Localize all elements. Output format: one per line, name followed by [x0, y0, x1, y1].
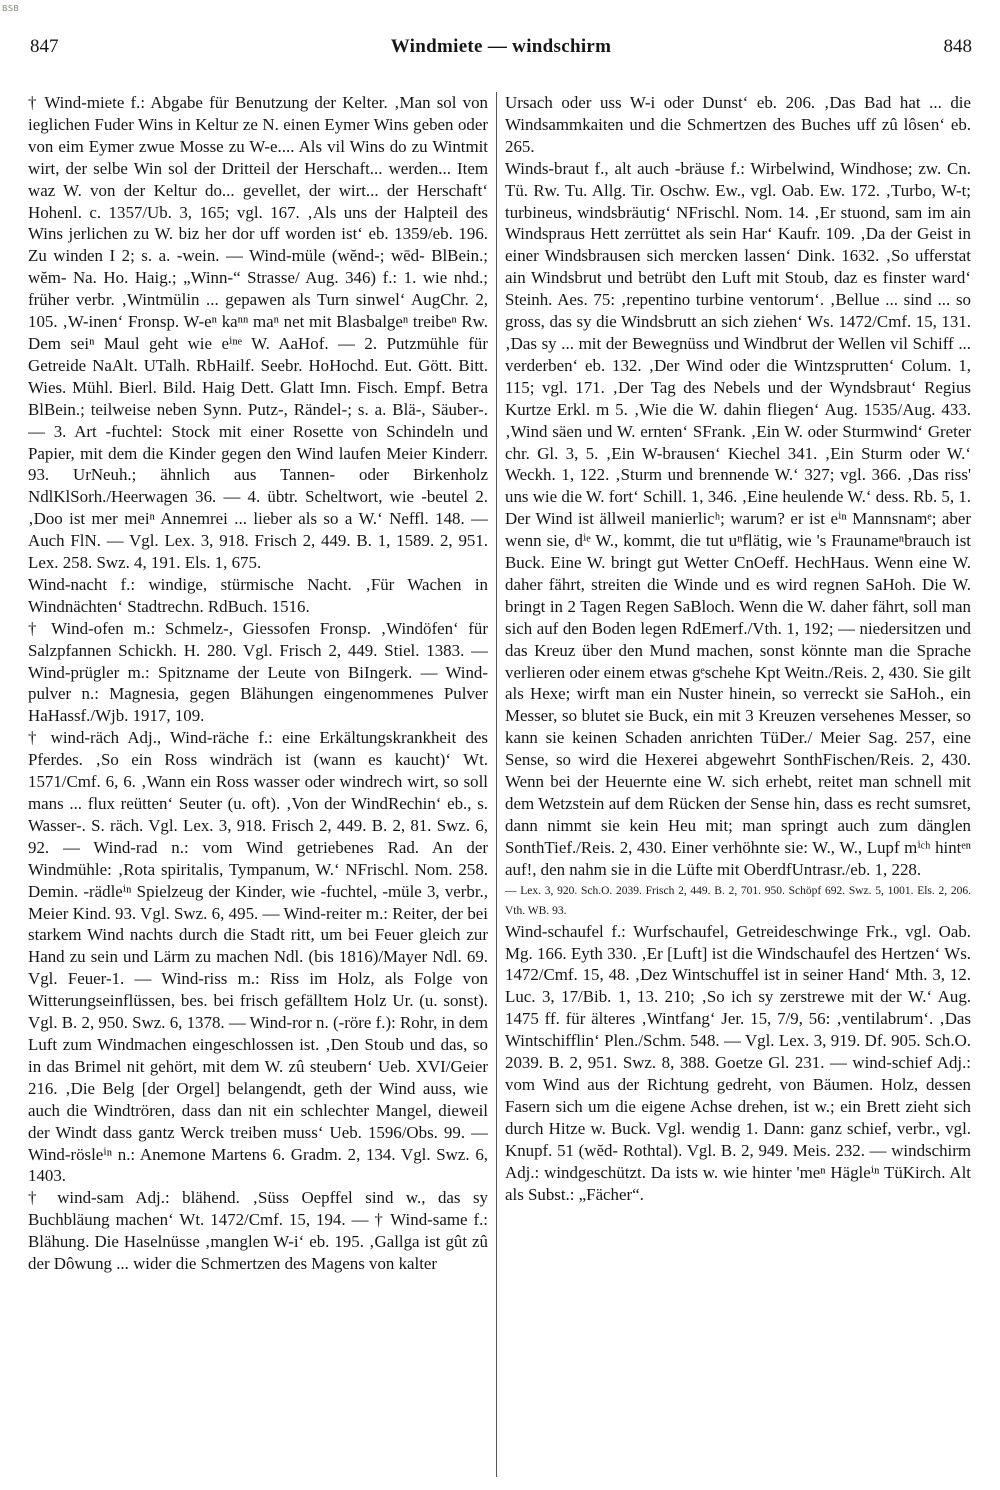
entry-references: — Lex. 3, 920. Sch.O. 2039. Frisch 2, 449. B. 2, 701. 950. Schöpf 692. Swz. 5, 1001. Els. 2, 206. Vth. WB. 93.	[505, 884, 971, 917]
right-column	[505, 92, 971, 1482]
page-number-right: 848	[943, 36, 972, 57]
entry-windofen: † Wind-ofen m.: Schmelz-, Giessofen Fronsp. ‚Windöfen‘ für Salzpfannen Schickh. H. 280. Vgl. Frisch 2, 449. Stiel. 1383. — Wind-prügler m.: Spitzname der Leute von BiIngerk. — Wind-pulver n.: Magnesia, gegen Blähungen eingenommenes Pulver HaHassf./Wjb. 1917, 109.	[28, 618, 488, 726]
entry-windraech: † wind-räch Adj., Wind-räche f.: eine Erkältungskrankheit des Pferdes. ‚So ein Ross windräch ist (wann es kaucht)‘ Wt. 1571/Cmf. 6, 6. ‚Wann ein Ross wasser oder windrech wirt, so soll mans ... flux reütten‘ Seuter (u. oft). ‚Von der WindRechin‘ eb., s. Wasser-. S. räch. Vgl. Lex. 3, 918. Frisch 2, 449. B. 2, 81. Swz. 6, 92. — Wind-rad n.: vom Wind getriebenes Rad. An der Windmühle: ‚Rota spiritalis, Tympanum, W.‘ NFrischl. Nom. 258. Demin. -rädleⁱⁿ Spielzeug der Kinder, wie -fuchtel, -müle 3, verbr., Meier Kind. 93. Vgl. Swz. 6, 495. — Wind-reiter m.: Reiter, der bei starkem Wind nachts durch die Stadt ritt, um bei Feuer gleich zur Hand zu sein und Lärm zu machen Ndl. (bis 1816)/Mayer Ndl. 69. Vgl. Feuer-1. — Wind-riss m.: Riss im Holz, als Folge von Witterungseinflüssen, bes. bei frisch gefälltem Holz Ur. (u. sonst). Vgl. B. 2, 950. Swz. 6, 1378. — Wind-ror n. (-röre f.): Rohr, in dem Luft zum Windmachen eingeschlossen ist. ‚Den Stoub und das, so in das Brimel nit gehört, mit dem W. zû steubern‘ Ueb. XVI/Geier 216. ‚Die Belg [der Orgel] belangendt, geth der Wind auss, wie auch die Windtrören, dass dan nit ein schlechter Mangel, dieweil der Windt dass gantz Werck treiben muss‘ Ueb. 1596/Obs. 99. — Wind-rösleⁱⁿ n.: Anemone Martens 6. Gradm. 2, 134. Vgl. Swz. 6, 1403.	[28, 728, 488, 1186]
running-title: Windmiete — windschirm	[390, 36, 612, 57]
left-column	[28, 92, 488, 1482]
page-header	[30, 36, 972, 66]
page-number-left: 847	[30, 36, 59, 57]
entry-windmiete: † Wind-miete f.: Abgabe für Benutzung der Kelter. ‚Man sol von ieglichen Fuder Wins in Keltur ze N. einen Eymer Wins geben oder von eim Eymer zwue Mosse zu W-e.... Als vil Wins do zu Wintmit wirt, der selbe Win sol der Dritteil der Herschaft... werden... Item waz W. von der Keltur do... gevellet, der wirt... der Herschaft‘ Hohenl. c. 1357/Ub. 3, 165; vgl. 167. ‚Als uns der Halpteil des Wins jerlichen zu W. biz her dor uff worden ist‘ eb. 1359/eb. 196. Zu winden I 2; s. a. -wein. — Wind-müle (wĕnd-; wēd- BlBein.; wĕm- Na. Ho. Haig.; „Winn-“ Strasse/ Aug. 346) f.: 1. wie nhd.; früher verbr. ‚Wintmülin ... gepawen als Turn sinwel‘ AugChr. 2, 105. ‚W-inen‘ Fronsp. W-eⁿ kaⁿⁿ maⁿ net mit Blasbalgeⁿ treibeⁿ Rw. Dem seiⁿ Maul geht wie eⁱⁿᵉ W. AaHof. — 2. Putzmühle für Getreide NaAlt. UTalh. RbHailf. Seebr. HoHochd. Eut. Gött. Bitt. Wies. Mühl. Bierl. Bild. Haig Dett. Glatt Imn. Fisch. Empf. Betra BlBein.; teilweise neben Synn. Putz-, Rändel-; s. a. Blä-, Säuber-. — 3. Art -fuchtel: Stock mit einer Rosette von Schindeln und Papier, mit dem die Kinder gegen den Wind laufen Meier Kinderr. 93. UrNeuh.; ähnlich aus Tannen- oder Birkenholz NdlKlSorh./Heerwagen 36. — 4. übtr. Scheltwort, wie -beutel 2. ‚Doo ist mer meiⁿ Annemrei ... lieber als so a W.‘ Neffl. 148. — Auch FlN. — Vgl. Lex. 3, 918. Frisch 2, 449. B. 1, 1589. 2, 951. Lex. 258. Swz. 4, 191. Els. 1, 675.	[28, 93, 488, 573]
column-divider	[496, 92, 497, 1477]
entry-windschaufel: Wind-schaufel f.: Wurfschaufel, Getreideschwinge Frk., vgl. Oab. Mg. 166. Eyth 330. ‚Er [Luft] ist die Windschaufel des Hertzen‘ Ws. 1472/Cmf. 15, 48. ‚Dez Wintschuffel ist in seiner Hand‘ Mth. 3, 12. Luc. 3, 17/Bib. 1, 13. 210; ‚So ich sy zerstrewe mit der W.‘ Aug. 1475 ff. für älteres ‚Wintfang‘ Jer. 15, 7/9, 56: ‚ventilabrum‘. ‚Das Wintschifflin‘ Plen./Schm. 548. — Vgl. Lex. 3, 919. Df. 905. Sch.O. 2039. B. 2, 951. Swz. 8, 388. Goetze Gl. 231. — wind-schief Adj.: vom Wind aus der Richtung gedreht, von Bäumen. Holz, dessen Fasern sich um die eigene Achse drehen, ist w.; ein Brett zieht sich durch Hitze w. Buck. Vgl. wendig 1. Dann: ganz schief, verbr., vgl. Knupf. 51 (wĕd- Rothtal). Vgl. B. 2, 949. Meis. 232. — windschirm Adj.: windgeschützt. Da ists w. wie hinter 'meⁿ Hägleⁱⁿ TüKirch. Alt als Subst.: „Fächer“.	[505, 921, 971, 1204]
entry-windsam: † wind-sam Adj.: blähend. ‚Süss Oepffel sind w., das sy Buchbläung machen‘ Wt. 1472/Cmf. 15, 194. — † Wind-same f.: Blähung. Die Haselnüsse ‚manglen W-i‘ eb. 195. ‚Gallga ist gût zû der Dôwung ... wider die Schmertzen des Magens von kalter	[28, 1188, 488, 1274]
library-stamp: BSB	[2, 4, 20, 13]
entry-continuation: Ursach oder uss W-i oder Dunst‘ eb. 206. ‚Das Bad hat ... die Windsammkaiten und die Schmertzen des Buches uff zû lôsen‘ eb. 265.	[505, 93, 971, 156]
entry-windsbraut: Winds-braut f., alt auch -bräuse f.: Wirbelwind, Windhose; zw. Cn. Tü. Rw. Tu. Allg. Tir. Oschw. Ew., vgl. Oab. Ew. 172. ‚Turbo, W-t; turbineus, windsbräutig‘ NFrischl. Nom. 14. ‚Er stuond, sam im ain Windspraus Hett zerrüttet als sein Har‘ Kaufr. 109. ‚Da der Geist in einer Windsbrausen sich mercken lassen‘ Dink. 1632. ‚So ufferstat ain Windsbrut und betrübt den Luft mit Stoub, daz es finster ward‘ Steinh. Aes. 75: ‚repentino turbine ventorum‘. ‚Bellue ... sind ... so gross, das sy die Windsbrutt an sich ziehen‘ Ws. 1472/Cmf. 15, 131. ‚Das sy ... mit der Bewegnüss und Windbrut der Wellen vil Schiff ... verderben‘ eb. 132. ‚Der Wind oder die Wintzsprutten‘ Colum. 1, 115; vgl. 171. ‚Der Tag des Nebels und der Wyndsbraut‘ Regius Kurtze Erkl. m 5. ‚Wie die W. dahin fliegen‘ Aug. 1535/Aug. 433. ‚Wind säen und W. ernten‘ SFrank. ‚Ein W. oder Sturmwind‘ Greter chr. Gl. 3, 5. ‚Ein W-brausen‘ Kiechel 341. ‚Ein Sturm oder W.‘ Weckh. 1, 122. ‚Sturm und brennende W.‘ 327; vgl. 366. ‚Das riss' uns wie die W. fort‘ Schill. 1, 346. ‚Eine heulende W.‘ dess. Rb. 5, 1. Der Wind ist ällweil manierlicʰ; warum? er ist eⁱⁿ Mannsnamᵉ; aber wenn sie, dⁱᵉ W., kommt, die tut uⁿflätig, wie 's Fraunameⁿbrauch ist Buck. Eine W. bringt gut Wetter CnOeff. HechHaus. Wenn eine W. daher fährt, streiten die Winde und es wird regnen SaHoh. Die W. bringt in 2 Tagen Regen SaBloch. Wenn die W. daher fährt, soll man sich auf den Boden legen RdEmerf./Vth. 1, 192; — niedersitzen und das Kreuz über den Mund machen, sonst könnte man die Sprache verlieren oder einem etwas gᵉschehe Kpt Weitn./Reis. 2, 430. Sie gilt als Hexe; wirft man ein Nuster hinein, so verreckt sie SaHoh., ein Messer, so blutet sie Buck, ein mit 3 Kreuzen versehenes Messer, so kann sie keinen Schaden anrichten TüDer./ Meier Sag. 257, eine Sense, so wird die Hexerei abgewehrt SonthFischen/Reis. 2, 430. Wenn bei der Heuernte eine W. sich erhebt, reitet man schnell mit dem Wetzstein auf dem Rücken der Sense hin, dass es recht sumsret, dann nimmt sie kein Heu mit; man springt auch zum dänglen SonthTief./Reis. 2, 430. Einer verhöhnte sie: W., W., Lupf mⁱᶜʰ hintᵉⁿ auf!, den nahm sie in die Lüfte mit OberdfUntrasr./eb. 1, 228.	[505, 158, 971, 879]
entry-windnacht: Wind-nacht f.: windige, stürmische Nacht. ‚Für Wachen in Windnächten‘ Stadtrechn. RdBuch. 1516.	[28, 574, 488, 616]
